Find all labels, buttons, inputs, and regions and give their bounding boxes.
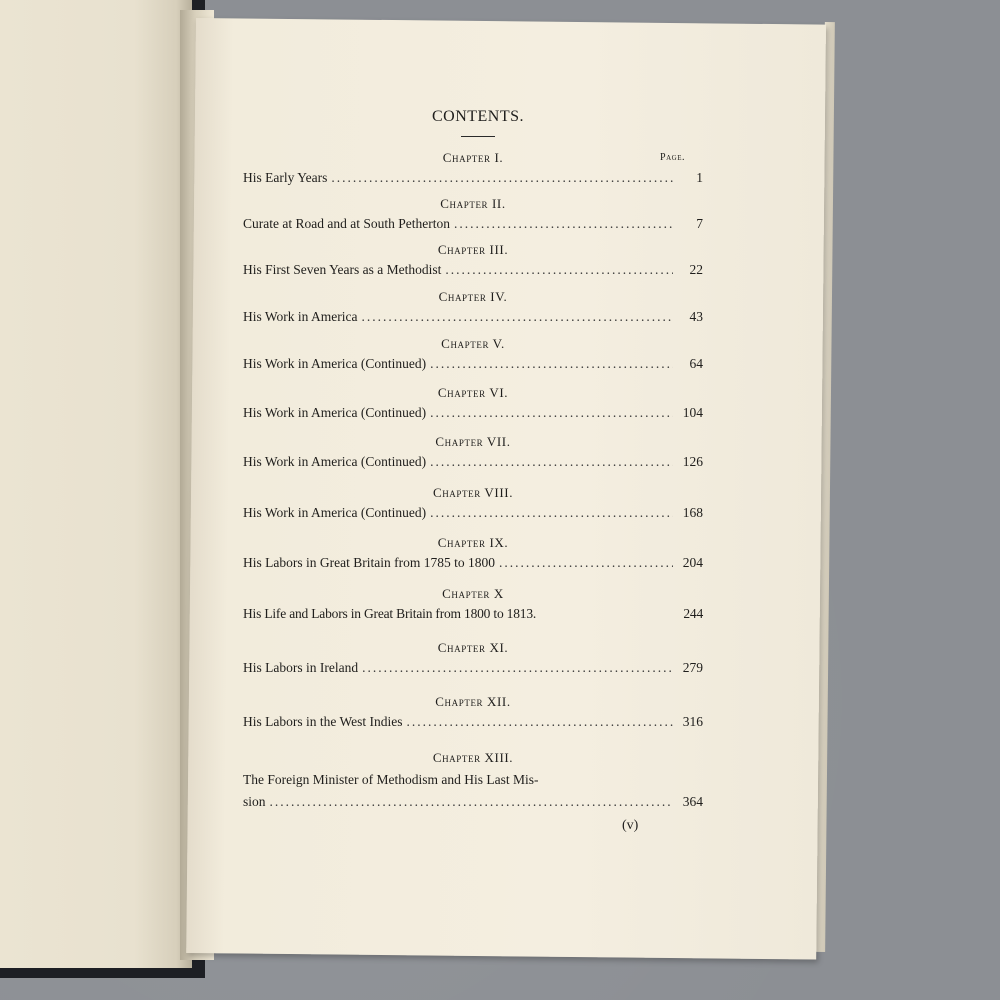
page-number: 168 <box>682 505 703 520</box>
page-number: 64 <box>689 356 703 371</box>
chapter-label: Chapter XIII. <box>432 750 514 765</box>
chapter-title: His Labors in Great Britain from 1785 to 1800 <box>243 555 495 570</box>
chapter-title: His Early Years <box>243 170 328 185</box>
dot-leader <box>430 454 673 470</box>
chapter-title: Curate at Road and at South Petherton <box>243 216 450 231</box>
left-page <box>0 0 192 968</box>
chapter-label: Chapter I. <box>442 150 504 165</box>
page-number: 104 <box>682 405 703 420</box>
chapter-title: His Labors in the West Indies <box>243 714 403 729</box>
toc-entry <box>243 150 703 186</box>
dot-leader <box>499 555 673 571</box>
toc-entry <box>243 385 703 421</box>
chapter-label: Chapter XI. <box>437 640 509 655</box>
contents-page <box>243 100 713 809</box>
page-number: 126 <box>682 454 703 469</box>
page-number: 279 <box>682 660 703 675</box>
chapter-title: His Work in America <box>243 309 358 324</box>
chapter-title: His Labors in Ireland <box>243 660 359 675</box>
page-number: 43 <box>689 309 703 324</box>
page-number: 204 <box>682 555 703 570</box>
title-rule <box>461 136 495 137</box>
toc-entry <box>243 289 703 325</box>
chapter-label: Chapter X <box>442 586 504 601</box>
chapter-label: Chapter III. <box>437 242 509 257</box>
page-number: 244 <box>683 606 703 621</box>
toc-entry <box>243 535 703 571</box>
toc-entry <box>243 640 703 676</box>
toc-entry <box>243 485 703 521</box>
toc-entry <box>243 242 703 278</box>
dot-leader <box>362 660 673 676</box>
chapter-title: His Work in America (Continued) <box>243 454 427 469</box>
chapter-label: Chapter IV. <box>438 289 508 304</box>
chapter-title-line-1: The Foreign Minister of Methodism and His Last Mis- <box>243 772 539 787</box>
dot-leader <box>445 262 673 278</box>
chapter-title: His Work in America (Continued) <box>243 505 427 520</box>
page-number: 22 <box>689 262 703 277</box>
chapter-title-line-2: sion <box>243 794 266 809</box>
toc-entry <box>243 336 703 372</box>
chapter-label: Chapter VI. <box>437 385 509 400</box>
chapter-title: His First Seven Years as a Methodist <box>243 262 442 277</box>
toc-entry <box>243 434 703 470</box>
dot-leader <box>430 356 673 372</box>
contents-title: CONTENTS. <box>431 108 525 125</box>
chapter-label: Chapter IX. <box>437 535 509 550</box>
dot-leader <box>270 794 673 810</box>
chapter-label: Chapter VIII. <box>432 485 514 500</box>
toc-entry <box>243 694 703 730</box>
toc-entry <box>243 196 703 232</box>
chapter-title: His Work in America (Continued) <box>243 405 427 420</box>
chapter-label: Chapter XII. <box>435 694 511 709</box>
dot-leader <box>430 505 673 521</box>
toc-entry <box>243 750 703 810</box>
page-number: 1 <box>696 170 703 185</box>
chapter-title: His Life and Labors in Great Britain from 1800 to 1813. <box>243 606 537 621</box>
dot-leader <box>362 309 673 325</box>
dot-leader <box>407 714 673 730</box>
dot-leader <box>454 216 673 232</box>
page-number: 7 <box>696 216 703 231</box>
page-number: 316 <box>682 714 703 729</box>
page-number: 364 <box>682 794 703 809</box>
chapter-label: Chapter VII. <box>435 434 511 449</box>
dot-leader <box>331 170 673 186</box>
chapter-label: Chapter II. <box>440 196 506 211</box>
folio-page-number: (v) <box>622 818 639 833</box>
page-column-heading: Page. <box>660 152 685 163</box>
chapter-label: Chapter V. <box>441 336 505 351</box>
dot-leader <box>430 405 673 421</box>
chapter-title: His Work in America (Continued) <box>243 356 427 371</box>
toc-entry <box>243 586 703 622</box>
